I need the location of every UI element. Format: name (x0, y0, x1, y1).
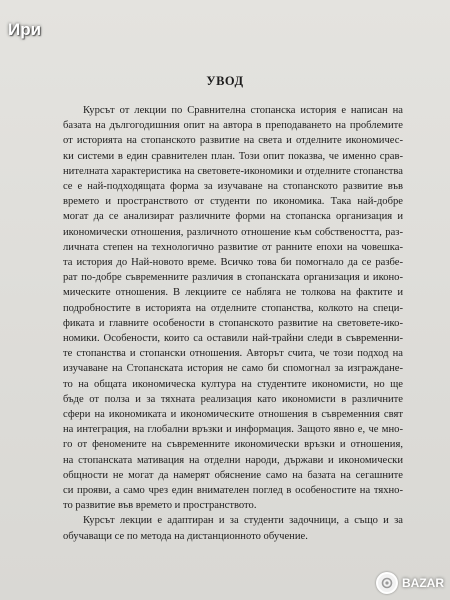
text-line: сфери на икономиката и икономическите отношения в съвременния свят (63, 409, 403, 421)
uploader-watermark: Ири (8, 20, 42, 39)
text-line: бъде от полза и за тяхната реализация като икономисти в различните (63, 393, 403, 405)
text-line: си прояви, а само чрез един внимателен поглед в особеностите на тяхно- (63, 485, 403, 497)
text-line: на интеграция, на глобални връзки и информация. Защото явно е, че мно- (63, 424, 403, 436)
text-line: подробностите в историята на отделните стопанства, колкото на специ- (63, 302, 403, 314)
site-watermark-text: BAZAR (402, 576, 444, 590)
text-line: те стопанства и стопански отношения. Авторът счита, че този подход на (63, 348, 403, 360)
text-line: времето и пространството от студенти по икономика. Така най-добре (63, 196, 403, 208)
text-line: сe е най-подходящата форма за изучаване на стопанското развитие във (63, 181, 403, 193)
text-line: изучаване на Стопанската история не само би спомогнал за изграждане- (63, 363, 403, 375)
text-line: рат по-добре съвременните различия в стопанската организация и иконо- (63, 272, 403, 284)
text-line: личната степен на технологично развитие от ранните епохи на човешка- (63, 241, 403, 253)
text-line: обучаващи се по метода на дистанционното обучение. (63, 530, 308, 542)
text-line: от историята на стопанското развитие на света и отделните икономичес- (63, 135, 403, 147)
text-line: номики. Особености, които са оставили най-трайни следи в съвременни- (63, 333, 403, 345)
site-watermark (376, 572, 444, 594)
page-title: УВОД (206, 74, 244, 88)
text-line: на стопанската мативация на отделни народи, държави и икономически (63, 454, 403, 466)
text-line: фиката и главните особености в стопанското развитие на световете-ико- (63, 317, 403, 329)
bazar-logo-glyph-icon (381, 577, 393, 589)
text-line: то на общата икономическа култура на студентите икономисти, но ще (63, 378, 403, 390)
text-line: ки системи в един сравнителен план. Този опит показва, че именно срав- (63, 150, 403, 162)
text-line: го от феномените на съвременните икономически връзки и отношения, (63, 439, 403, 451)
bazar-logo-icon (376, 572, 398, 594)
text-line: мическите отношения. В лекциите се наблягa не толкова на фактите и (63, 287, 403, 299)
text-line: та история до Най-новото време. Всичко това би помогнало да се разбе- (63, 257, 403, 269)
text-line: нителната характеристика на световете-икономики и отделните стопанства (63, 165, 403, 177)
text-line: Курсът от лекции по Сравнителна стопанска история е написан на (83, 105, 403, 116)
text-line: общности не могат да намерят обяснение само на базата на сегашните (63, 469, 403, 481)
body-text (63, 103, 403, 544)
text-line: то развитие във времето и пространството. (63, 500, 257, 512)
text-line: Курсът лекции е адаптиран и за студенти задочници, а също и за (83, 515, 403, 527)
text-line: икономически отношения, различното отношение към собствеността, раз- (63, 226, 403, 238)
text-line: базата на дългогодишния опит на автора в преподаването на проблемите (63, 120, 403, 132)
text-line: могат да се анализират различните форми на стопанска организация и (63, 211, 403, 223)
